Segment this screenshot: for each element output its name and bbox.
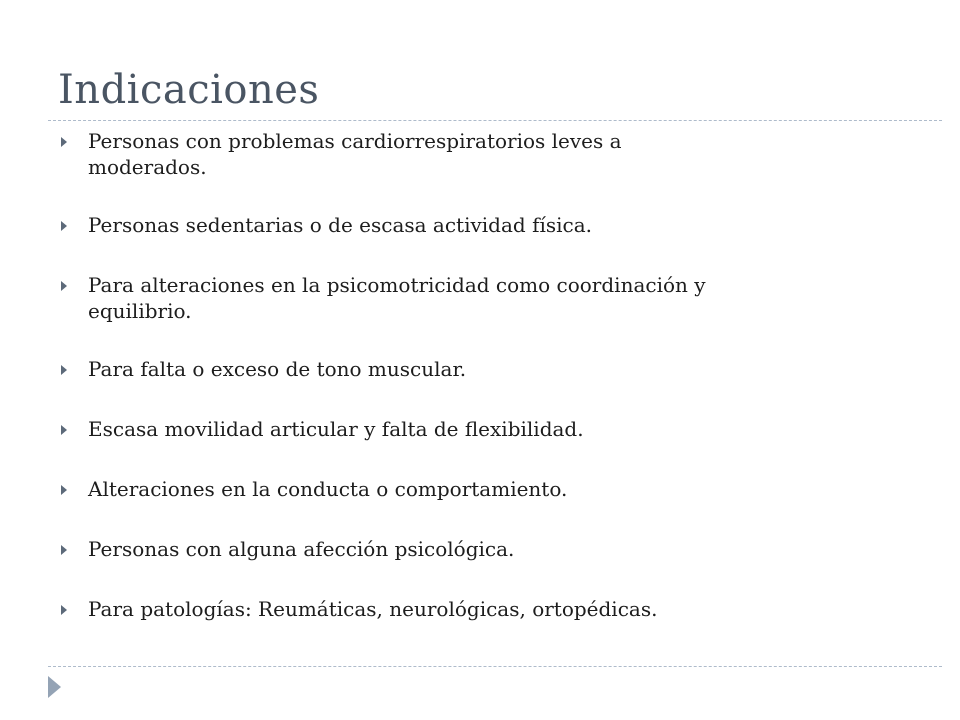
- bullet-item: [58, 128, 908, 180]
- footer-divider: [48, 666, 942, 667]
- bullet-item: [58, 416, 908, 442]
- triangle-bullet-icon: [61, 605, 67, 615]
- bullet-text: Para alteraciones en la psicomotricidad como coordinación y: [88, 273, 706, 297]
- bullet-text: Personas con problemas cardiorrespiratorios leves a: [88, 129, 622, 153]
- bullet-text: Escasa movilidad articular y falta de flexibilidad.: [88, 417, 584, 441]
- triangle-bullet-icon: [61, 137, 67, 147]
- bullet-item: [58, 356, 908, 382]
- bullet-item: [58, 212, 908, 238]
- bullet-item: [58, 272, 908, 324]
- bullet-item: [58, 536, 908, 562]
- triangle-bullet-icon: [61, 365, 67, 375]
- bullet-text: Para patologías: Reumáticas, neurológicas, ortopédicas.: [88, 597, 658, 621]
- bullet-text: Alteraciones en la conducta o comportamiento.: [88, 477, 568, 501]
- bullet-text: Personas con alguna afección psicológica.: [88, 537, 515, 561]
- bullet-text: Personas sedentarias o de escasa actividad física.: [88, 213, 593, 237]
- triangle-bullet-icon: [61, 485, 67, 495]
- slide-title: Indicaciones: [58, 67, 320, 113]
- triangle-bullet-icon: [61, 281, 67, 291]
- triangle-bullet-icon: [61, 221, 67, 231]
- bullet-text-continued: equilibrio.: [88, 299, 192, 323]
- triangle-bullet-icon: [61, 425, 67, 435]
- bullet-list: [58, 128, 908, 656]
- bullet-item: [58, 476, 908, 502]
- triangle-arrow-icon: [48, 676, 61, 698]
- title-divider: [48, 120, 942, 121]
- bullet-item: [58, 596, 908, 622]
- bullet-text-continued: moderados.: [88, 155, 207, 179]
- bullet-text: Para falta o exceso de tono muscular.: [88, 357, 467, 381]
- triangle-bullet-icon: [61, 545, 67, 555]
